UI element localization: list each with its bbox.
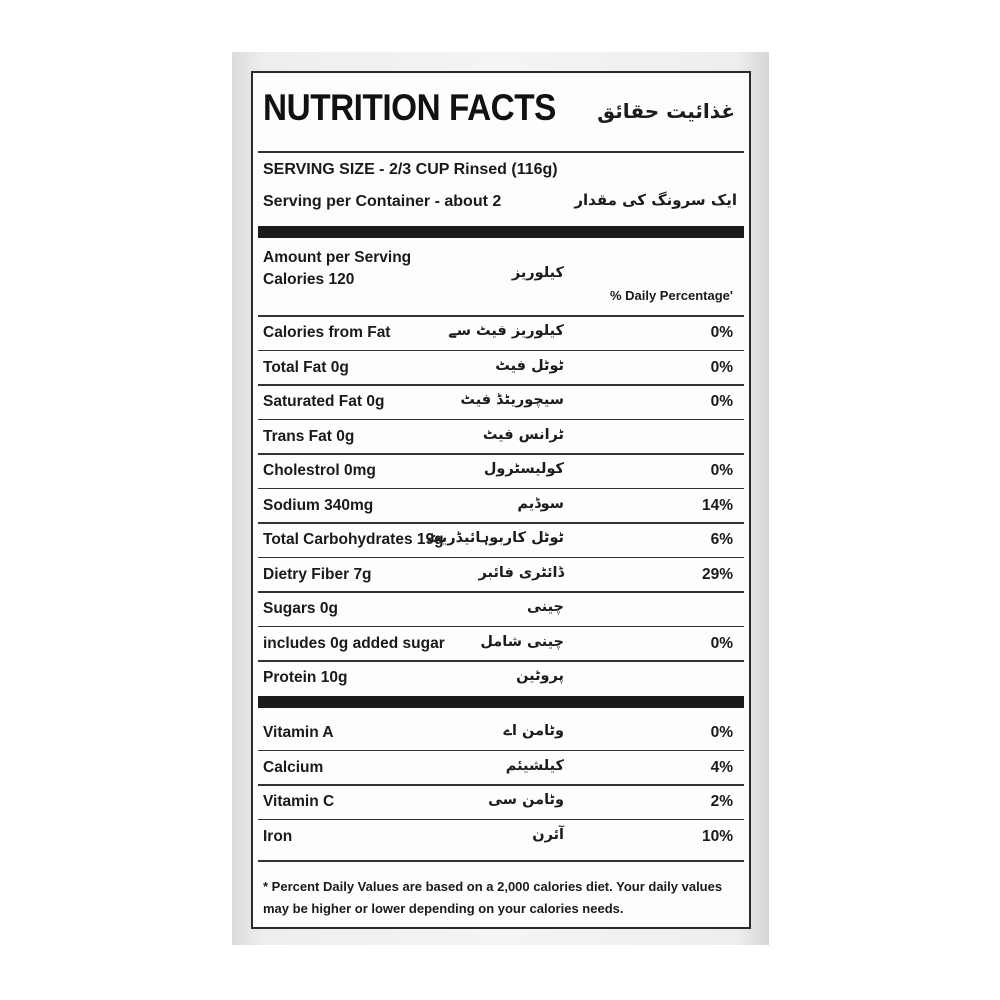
nutrient-row [253,523,749,558]
nutrition-facts-panel [251,71,751,929]
nutrient-row [253,489,749,524]
row-label: Calcium [263,758,324,776]
row-label-urdu: ڈائٹری فائبر [478,564,564,581]
vitamin-row [253,716,749,751]
nutrient-row [253,558,749,593]
nutrient-row [253,420,749,455]
amount-per-serving: Amount per Serving [263,249,412,266]
row-daily-percent: 29% [701,565,733,583]
row-daily-percent: 14% [701,496,733,514]
divider [258,860,744,862]
nutrient-row [253,592,749,627]
row-daily-percent: 2% [710,793,733,810]
row-daily-percent: 0% [710,462,733,479]
row-label-urdu: چینی [527,599,564,615]
footnote: * Percent Daily Values are based on a 2,000 calories diet. Your daily values may be higher or lower depending on your calories needs. [263,879,723,916]
section-bar [258,226,744,238]
row-daily-percent: 10% [701,827,733,845]
row-label-urdu: کولیسٹرول [483,461,564,477]
row-daily-percent: 0% [710,324,733,341]
row-label: Vitamin A [263,724,334,741]
row-label: Dietry Fiber 7g [263,565,372,583]
row-label-urdu: سوڈیم [517,495,564,512]
servings-per-container: Serving per Container - about 2 [263,193,502,210]
row-label-urdu: ٹوٹل کاربوہائیڈریٹ [426,530,564,546]
row-label-urdu: کیلوریز فیٹ سے [448,323,564,339]
row-label: Total Carbohydrates 19g [263,531,444,548]
panel-title-urdu: غذائیت حقائق [597,99,735,123]
row-daily-percent: 4% [710,758,733,776]
calories-urdu: کیلوریز [511,265,564,281]
nutrient-row [253,454,749,489]
row-label-urdu: آئرن [532,826,564,843]
row-label-urdu: سیچوریٹڈ فیٹ [460,392,564,408]
row-label: Sugars 0g [263,600,338,617]
serving-size: SERVING SIZE - 2/3 CUP Rinsed (116g) [263,161,558,178]
section-bar [258,696,744,708]
row-daily-percent: 0% [710,724,733,741]
vitamin-row [253,785,749,820]
row-label: Iron [263,827,293,845]
row-label: Cholestrol 0mg [263,462,376,479]
nutrient-row [253,351,749,386]
row-label-urdu: ٹوٹل فیٹ [495,357,564,374]
daily-percentage-header: % Daily Percentage' [609,288,733,303]
row-label: Vitamin C [263,793,335,810]
panel-title: NUTRITION FACTS [263,87,556,128]
row-label: includes 0g added sugar [263,634,445,652]
row-label: Saturated Fat 0g [263,393,385,410]
nutrient-row [253,316,749,351]
row-label-urdu: ٹرانس فیٹ [482,426,564,443]
row-label: Sodium 340mg [263,496,374,514]
nutrient-row [253,627,749,662]
row-label-urdu: چینی شامل [480,633,564,650]
divider [258,151,744,153]
row-label-urdu: وٹامن اے [503,723,564,739]
row-label-urdu: پروٹین [516,668,564,684]
row-label: Total Fat 0g [263,358,349,376]
row-daily-percent: 6% [710,531,733,548]
calories: Calories 120 [263,271,355,288]
row-label-urdu: وٹامن سی [488,792,564,808]
row-label: Calories from Fat [263,324,391,341]
vitamin-row [253,820,749,855]
row-daily-percent: 0% [710,634,733,652]
vitamin-row [253,751,749,786]
servings-per-container-urdu: ایک سرونگ کی مقدار [574,191,737,209]
row-label-urdu: کیلشیئم [505,757,564,774]
row-label: Trans Fat 0g [263,427,355,445]
row-daily-percent: 0% [710,358,733,376]
row-daily-percent: 0% [710,393,733,410]
nutrient-row [253,385,749,420]
nutrient-row [253,661,749,696]
row-label: Protein 10g [263,669,348,686]
